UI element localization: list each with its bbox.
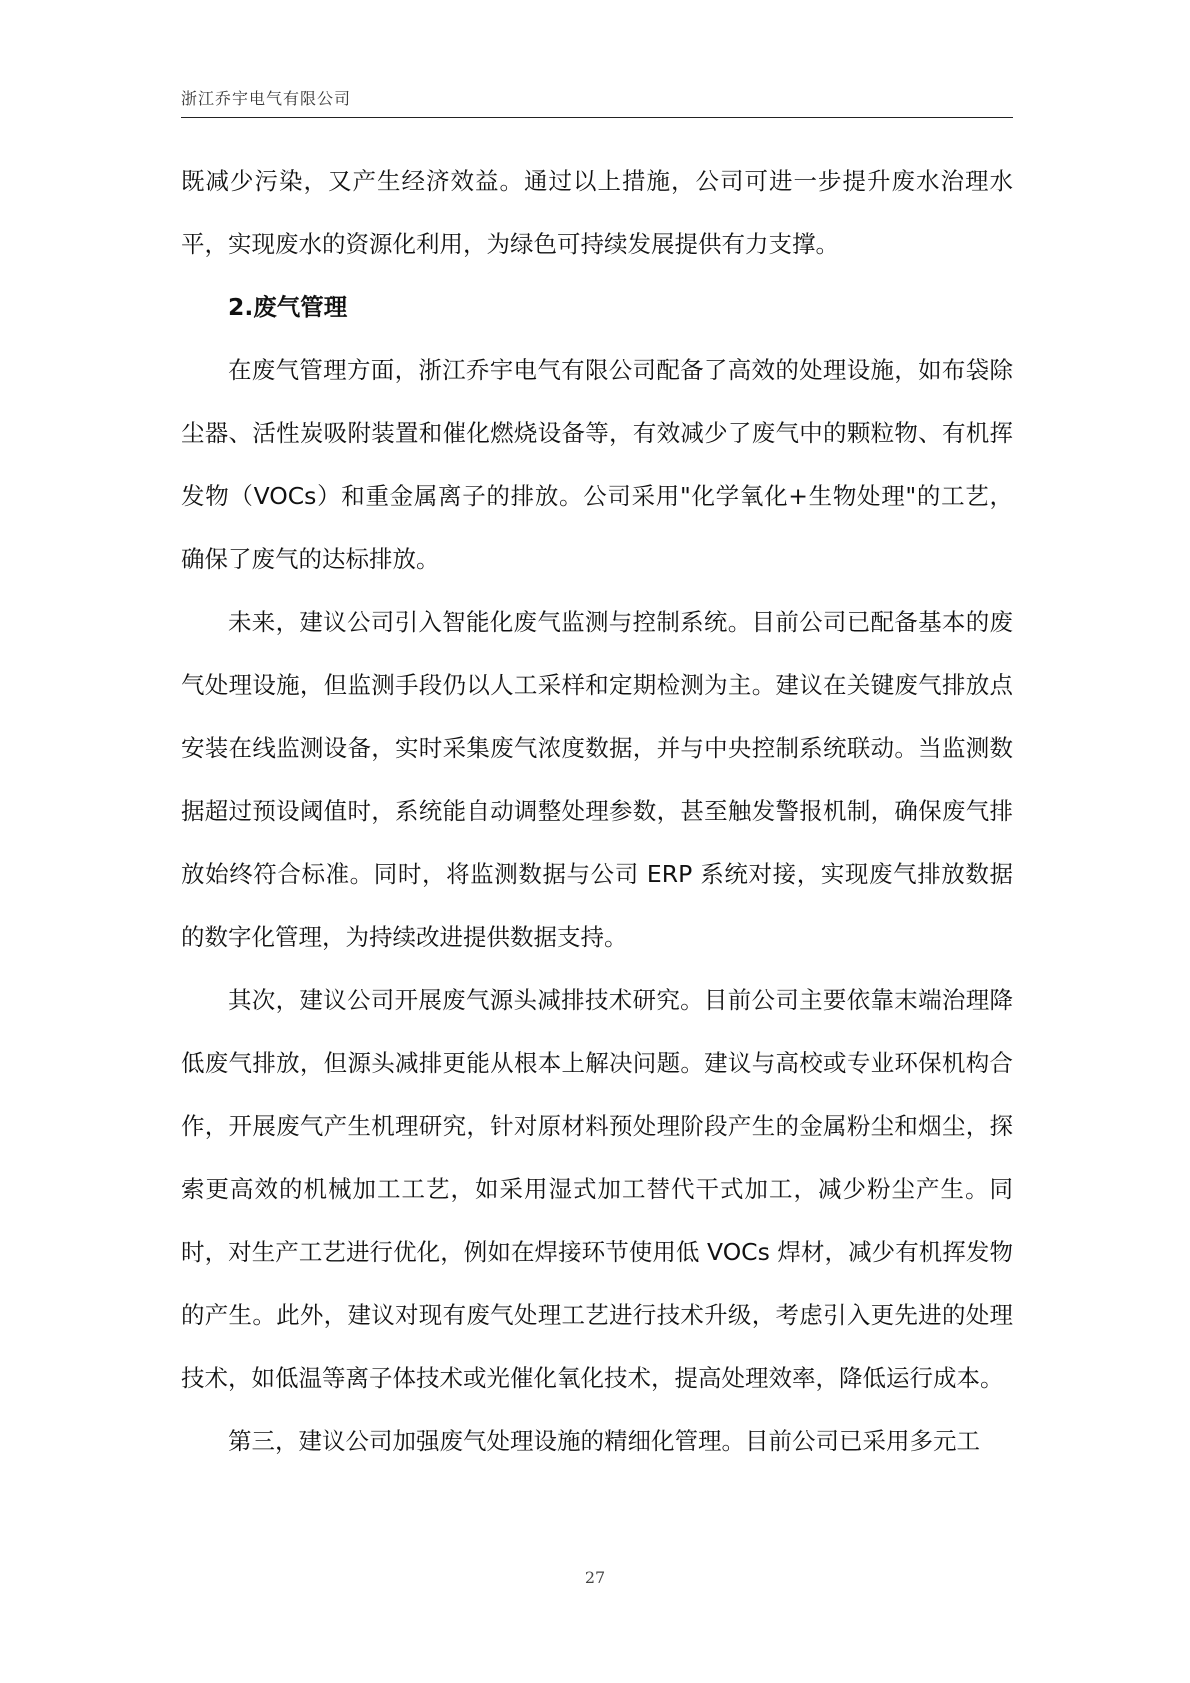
document-body — [181, 150, 1013, 1473]
page-number: 27 — [584, 1568, 606, 1587]
page-header: 浙江乔宇电气有限公司 — [181, 89, 352, 108]
paragraph-continuation: 既减少污染，又产生经济效益。通过以上措施，公司可进一步提升废水治理水平，实现废水的资源化利用，为绿色可持续发展提供有力支撑。 — [181, 167, 1013, 258]
paragraph: 未来，建议公司引入智能化废气监测与控制系统。目前公司已配备基本的废气处理设施，但监测手段仍以人工采样和定期检测为主。建议在关键废气排放点安装在线监测设备，实时采集废气浓度数据，并与中央控制系统联动。当监测数据超过预设阈值时，系统能自动调整处理参数，甚至触发警报机制，确保废气排放始终符合标准。同时，将监测数据与公司 ERP 系统对接，实现废气排放数据的数字化管理，为持续改进提供数据支持。 — [181, 608, 1013, 951]
paragraph: 在废气管理方面，浙江乔宇电气有限公司配备了高效的处理设施，如布袋除尘器、活性炭吸附装置和催化燃烧设备等，有效减少了废气中的颗粒物、有机挥发物（VOCs）和重金属离子的排放。公司采用"化学氧化+生物处理"的工艺，确保了废气的达标排放。 — [181, 356, 1013, 573]
section-heading: 2.废气管理 — [228, 293, 348, 321]
paragraph: 其次，建议公司开展废气源头减排技术研究。目前公司主要依靠末端治理降低废气排放，但源头减排更能从根本上解决问题。建议与高校或专业环保机构合作，开展废气产生机理研究，针对原材料预处理阶段产生的金属粉尘和烟尘，探索更高效的机械加工工艺，如采用湿式加工替代干式加工，减少粉尘产生。同时，对生产工艺进行优化，例如在焊接环节使用低 VOCs 焊材，减少有机挥发物的产生。此外，建议对现有废气处理工艺进行技术升级，考虑引入更先进的处理技术，如低温等离子体技术或光催化氧化技术，提高处理效率，降低运行成本。 — [181, 986, 1013, 1392]
header-divider — [181, 117, 1013, 118]
paragraph: 第三，建议公司加强废气处理设施的精细化管理。目前公司已采用多元工 — [228, 1427, 980, 1455]
